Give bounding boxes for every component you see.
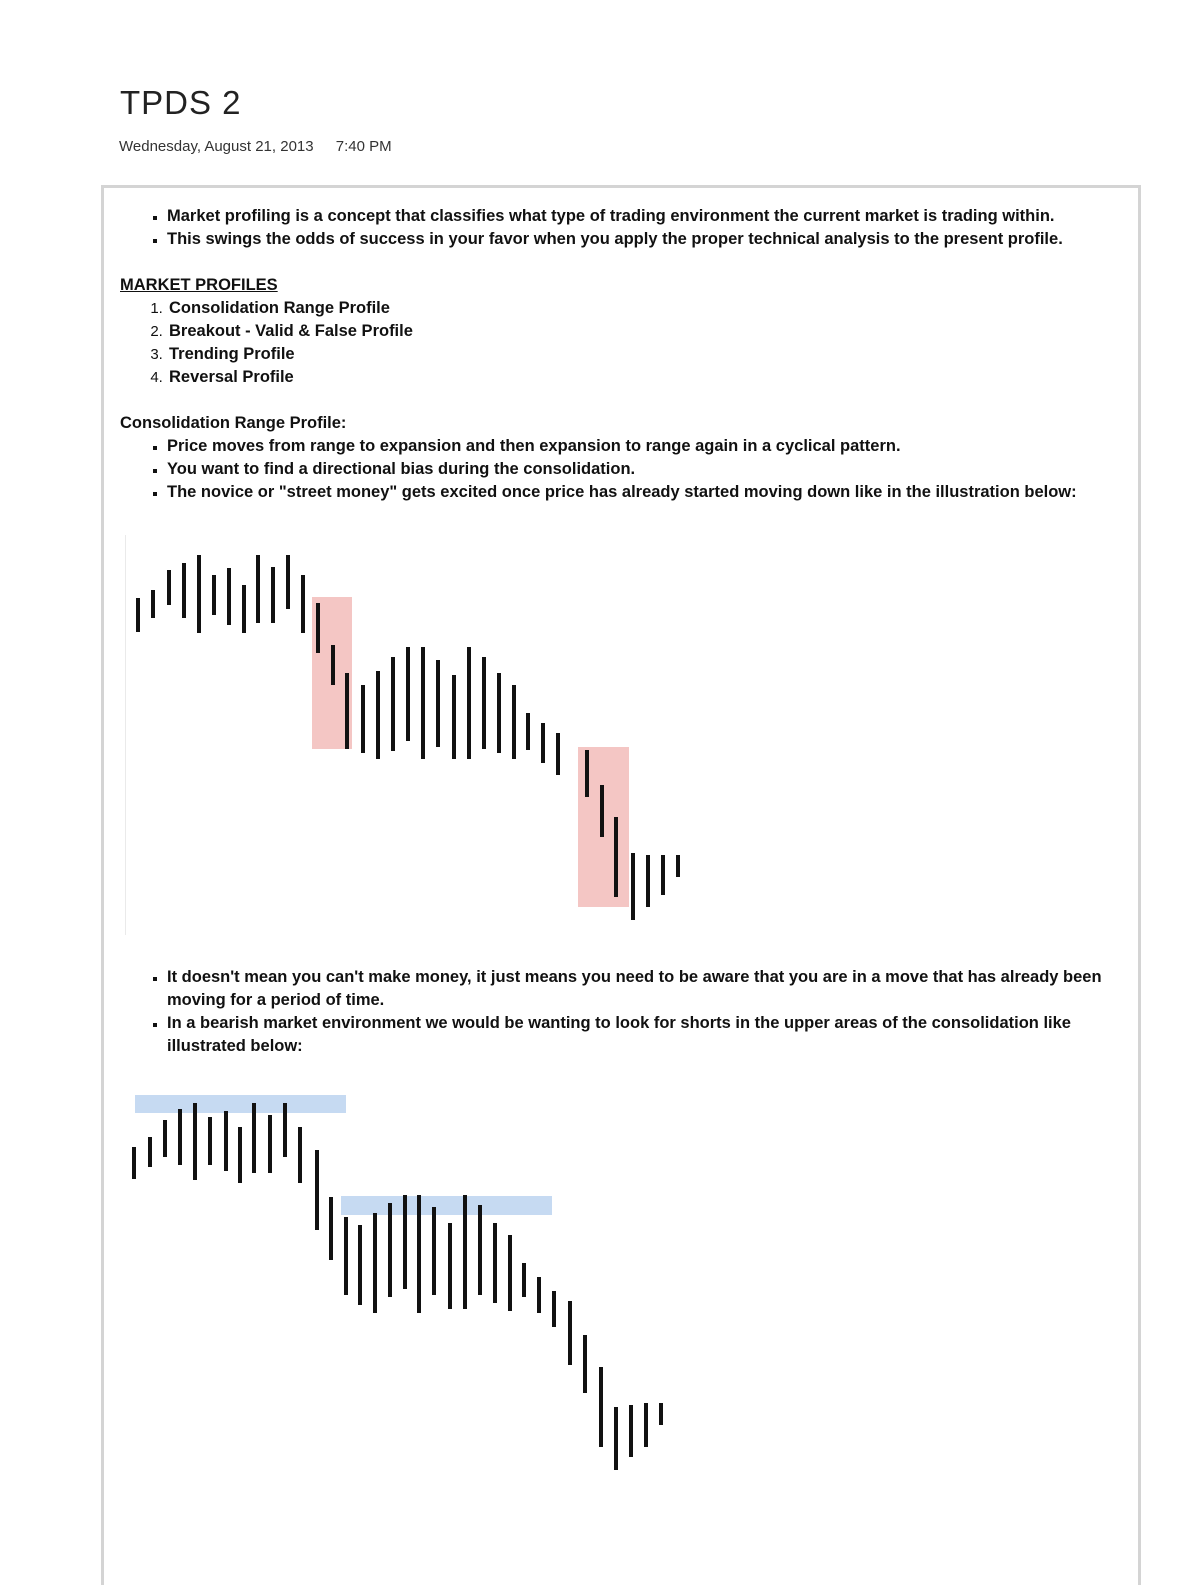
price-bar (242, 585, 246, 633)
price-bar (583, 1335, 587, 1393)
consolidation-list (120, 435, 1130, 504)
price-bar (271, 567, 275, 623)
list-item: 3. Trending Profile (167, 343, 1130, 366)
price-bar (522, 1263, 526, 1297)
price-bar (646, 855, 650, 907)
price-bar (286, 555, 290, 609)
price-bar (298, 1127, 302, 1183)
price-bar (148, 1137, 152, 1167)
price-bar (132, 1147, 136, 1179)
price-bar (537, 1277, 541, 1313)
price-bar (467, 647, 471, 759)
price-bar (178, 1109, 182, 1165)
price-bar (227, 568, 231, 625)
page-time: 7:40 PM (335, 138, 392, 155)
price-bar (208, 1117, 212, 1165)
price-bar (508, 1235, 512, 1311)
price-bar (661, 855, 665, 895)
consolidation-list-continued (120, 966, 1130, 1058)
page-timestamp (119, 138, 392, 155)
price-bar (193, 1103, 197, 1180)
list-item: ▪ This swings the odds of success in your favor when you apply the proper technical analysis to the present profile. (167, 228, 1130, 251)
price-bar (151, 590, 155, 618)
price-bar (512, 685, 516, 759)
price-bar (391, 657, 395, 751)
price-bar (585, 750, 589, 797)
price-bar (497, 673, 501, 753)
price-bar (252, 1103, 256, 1173)
page-date: Wednesday, August 21, 2013 (119, 138, 314, 155)
price-bar (373, 1213, 377, 1313)
price-bar (568, 1301, 572, 1365)
list-item: ▪ In a bearish market environment we would be wanting to look for shorts in the upper areas of the consolidation like illustrated below: (167, 1012, 1130, 1058)
price-bar (238, 1127, 242, 1183)
price-bar (197, 555, 201, 633)
price-bar (599, 1367, 603, 1447)
price-bar (388, 1203, 392, 1297)
price-bar (268, 1115, 272, 1173)
note-body-continued (120, 966, 1130, 1058)
price-bar (676, 855, 680, 877)
price-bar (631, 853, 635, 920)
list-item: ▪ Market profiling is a concept that classifies what type of trading environment the current market is trading within. (167, 205, 1130, 228)
price-bar (361, 685, 365, 753)
price-bar (463, 1195, 467, 1309)
price-bar (552, 1291, 556, 1327)
price-bar (482, 657, 486, 749)
price-bar (452, 675, 456, 759)
price-bars-chart (126, 535, 706, 935)
list-item: ▪ You want to find a directional bias during the consolidation. (167, 458, 1130, 481)
price-bar (614, 1407, 618, 1470)
price-bar (212, 575, 216, 615)
price-bar (376, 671, 380, 759)
price-bar (331, 645, 335, 685)
consolidation-heading: Consolidation Range Profile: (120, 414, 347, 432)
list-item: 1. Consolidation Range Profile (167, 297, 1130, 320)
price-bar (163, 1120, 167, 1157)
price-bar (436, 660, 440, 747)
price-bar (358, 1225, 362, 1305)
price-bar (136, 598, 140, 632)
upper-zone-highlight (135, 1095, 346, 1113)
price-bar (344, 1217, 348, 1295)
price-bar (417, 1195, 421, 1313)
list-item: 2. Breakout - Valid & False Profile (167, 320, 1130, 343)
upper-zone-illustration (128, 1085, 708, 1485)
price-bar (644, 1403, 648, 1447)
price-bar (329, 1197, 333, 1260)
price-bar (614, 817, 618, 897)
list-item: ▪ Price moves from range to expansion and then expansion to range again in a cyclical pattern. (167, 435, 1130, 458)
price-bar (301, 575, 305, 633)
price-bar (659, 1403, 663, 1425)
list-item: ▪ The novice or "street money" gets excited once price has already started moving down like in the illustration below: (167, 481, 1130, 504)
price-bar (448, 1223, 452, 1309)
expansion-illustration (125, 535, 706, 935)
price-bar (345, 673, 349, 749)
profiles-list (120, 297, 1130, 389)
list-item: ▪ It doesn't mean you can't make money, it just means you need to be aware that you are in a move that has already been moving for a period of time. (167, 966, 1130, 1012)
price-bar (256, 555, 260, 623)
note-body[interactable] (120, 205, 1130, 504)
price-bar (182, 563, 186, 618)
price-bar (478, 1205, 482, 1295)
price-bar (493, 1223, 497, 1303)
intro-list (120, 205, 1130, 251)
price-bar (403, 1195, 407, 1289)
price-bar (315, 1150, 319, 1230)
price-bar (421, 647, 425, 759)
price-bar (600, 785, 604, 837)
price-bar (556, 733, 560, 775)
price-bar (406, 647, 410, 741)
price-bar (167, 570, 171, 605)
price-bars-chart (128, 1085, 708, 1485)
price-bar (541, 723, 545, 763)
profiles-heading: MARKET PROFILES (120, 276, 278, 294)
price-bar (283, 1103, 287, 1157)
price-bar (224, 1111, 228, 1171)
price-bar (526, 713, 530, 750)
price-bar (316, 603, 320, 653)
page-title: TPDS 2 (120, 84, 242, 121)
price-bar (432, 1207, 436, 1295)
list-item: 4. Reversal Profile (167, 366, 1130, 389)
upper-zone-highlight (341, 1196, 552, 1215)
price-bar (629, 1405, 633, 1457)
